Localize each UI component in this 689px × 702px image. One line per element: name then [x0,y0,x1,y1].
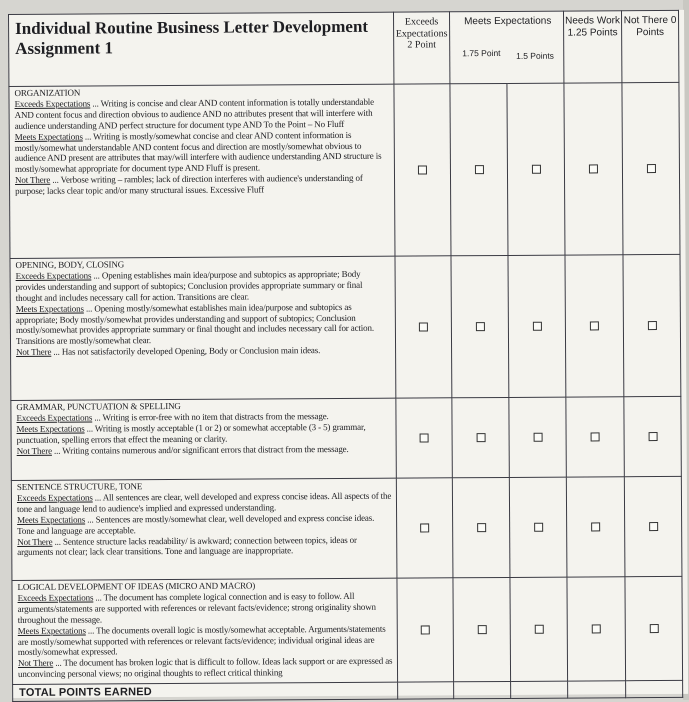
checkbox-meets-high[interactable] [475,322,484,331]
cell-meets-high [450,83,508,255]
not-there-label: Not There [16,445,52,456]
cell-not-there [625,576,683,680]
exceeds-label: Exceeds Expectations [15,270,92,281]
exceeds-text: ... Writing is error-free with no item that distracts from the message. [92,410,329,423]
cell-meets-low [510,577,568,681]
cell-meets-low [507,83,565,255]
meets-text: ... Opening mostly/somewhat establishes main idea/purpose and subtopics as appropriate; Body mostly/somewhat provides understanding and support of subtopics; Conclusion mostly/somewhat provides appropriate summary or final thought and includes necessary call for action. Transitions are mostly/somewhat clear. [15,301,374,347]
criterion-sentence-structure [11,478,397,580]
checkbox-needs[interactable] [592,624,601,633]
criterion-heading: GRAMMAR, PUNCTUATION & SPELLING [16,400,181,412]
checkbox-needs[interactable] [591,522,600,531]
checkbox-exceeds[interactable] [418,165,427,174]
cell-needs [566,477,625,577]
total-needs[interactable] [568,681,626,698]
criterion-heading: SENTENCE STRUCTURE, TONE [16,481,143,492]
cell-needs [566,397,624,477]
checkbox-meets-high[interactable] [474,165,483,174]
criterion-organization [9,84,395,258]
not-there-text: ... Sentence structure lacks readability/ is awkward; connection between topics, ideas or arguments not clear; lack clear transitions. Tone and language are inappropriate. [17,534,357,558]
not-there-label: Not There [17,536,53,547]
criterion-grammar [11,398,396,480]
criterion-opening-body-closing [10,256,396,400]
checkbox-not-there[interactable] [649,624,658,633]
checkbox-meets-high[interactable] [476,433,485,442]
meets-text: ... Writing is mostly acceptable (1 or 2) or somewhat acceptable (3 - 5) grammar, punctuation, spelling errors that effect the meaning or clarity. [16,421,366,445]
not-there-label: Not There [17,658,54,669]
checkbox-meets-low[interactable] [532,321,541,330]
exceeds-text: ... All sentences are clear, well developed and express concise ideas. All aspects of the tone and language lend to audience's implied and expressed understanding. [16,490,392,514]
cell-not-there [623,254,681,396]
checkbox-meets-low[interactable] [534,522,543,531]
cell-exceeds [394,84,451,256]
checkbox-not-there[interactable] [648,432,657,441]
col-meets-high: 1.75 Point [462,47,501,58]
criterion-row [10,254,681,400]
criterion-row [11,476,682,580]
col-not-there: Not There 0 Points [621,10,678,82]
exceeds-text: ... Writing is concise and clear AND content information is totally understandable AND content focus and direction obvious to audience AND no attributes present that will interfere with audience understanding AND perfect structure for document type AND To the Point – No Fluff [14,96,375,131]
meets-label: Meets Expectations [17,625,86,636]
total-not-there[interactable] [626,680,683,697]
header-row [9,10,679,86]
criterion-heading: ORGANIZATION [14,87,81,98]
cell-meets-high [452,477,510,577]
cell-meets-low [508,255,566,397]
cell-meets-high [452,397,509,477]
checkbox-meets-high[interactable] [477,523,486,532]
meets-text: ... Writing is mostly/somewhat concise and clear AND content information is mostly/somewhat understandable AND content focus and direction are mostly/somewhat obvious to audience AND present are attributes that may/will interfere with audience understanding AND structure is mostly/somewhat appropriate for document type AND Fluff is present. [14,129,382,175]
not-there-text: ... The document has broken logic that is difficult to follow. Ideas lack support or are expressed as unconvincing personal views; no original thoughts to reflect critical thinking [18,656,393,680]
checkbox-exceeds[interactable] [420,523,429,532]
total-exceeds[interactable] [398,682,454,699]
checkbox-not-there[interactable] [649,522,658,531]
col-needs: Needs Work 1.25 Points [563,11,621,83]
cell-exceeds [396,478,453,578]
exceeds-label: Exceeds Expectations [14,98,91,109]
col-meets-low-label: 1.5 Points [516,50,554,61]
meets-label: Meets Expectations [15,303,84,314]
cell-not-there [624,396,681,476]
total-row [13,680,683,701]
cell-meets-low [509,477,567,577]
checkbox-exceeds[interactable] [421,625,430,634]
checkbox-needs[interactable] [590,321,599,330]
cell-meets-high [453,577,511,681]
checkbox-exceeds[interactable] [420,433,429,442]
cell-needs [564,83,623,255]
meets-text: ... The documents overall logic is mostly/somewhat acceptable. Arguments/statements are mostly/somewhat supported with references or relevant facts/evidence; individual original ideas are mostly/somewhat expressed. [17,623,386,658]
rubric-sheet [8,10,688,698]
cell-exceeds [396,398,452,478]
checkbox-meets-low[interactable] [534,624,543,633]
not-there-label: Not There [16,346,52,358]
col-meets-label: Meets Expectations [464,15,552,28]
checkbox-not-there[interactable] [646,164,655,173]
total-points-label: TOTAL POINTS EARNED [13,682,398,701]
criterion-logical-development [12,578,398,684]
rubric-table [8,10,683,702]
cell-needs [565,255,624,397]
rubric-title: Individual Routine Business Letter Development Assignment 1 [9,12,394,86]
meets-label: Meets Expectations [14,131,83,142]
exceeds-label: Exceeds Expectations [16,412,93,423]
checkbox-meets-low[interactable] [533,432,542,441]
not-there-label: Not There [14,174,51,186]
checkbox-not-there[interactable] [647,321,656,330]
cell-not-there [622,82,680,254]
criterion-row [9,82,680,258]
criterion-row [12,576,683,684]
cell-meets-high [451,255,509,397]
meets-label: Meets Expectations [17,514,86,525]
checkbox-needs[interactable] [591,432,600,441]
meets-text: ... Sentences are mostly/somewhat clear, well developed and express concise ideas. Tone and language are acceptable. [17,512,375,536]
checkbox-exceeds[interactable] [419,322,428,331]
cell-meets-low [509,397,566,477]
cell-needs [567,577,626,681]
total-meets-high[interactable] [454,681,511,698]
cell-not-there [624,476,682,576]
not-there-text: ... Has not satisfactorily developed Opening, Body or Conclusion main ideas. [51,345,321,357]
criterion-heading: LOGICAL DEVELOPMENT OF IDEAS (MICRO AND MACRO) [17,580,256,592]
meets-label: Meets Expectations [16,423,85,434]
cell-exceeds [397,578,454,682]
criterion-row [11,396,681,480]
exceeds-label: Exceeds Expectations [16,492,93,503]
col-exceeds: Exceeds Expectations 2 Point [393,12,449,84]
exceeds-text: ... The document has complete logical connection and is easy to follow. All arguments/statements are supported with references or relevant facts/evidence; strong originality shown throughout the message. [17,590,376,625]
criterion-heading: OPENING, BODY, CLOSING [15,259,125,270]
checkbox-needs[interactable] [589,164,598,173]
total-meets-low[interactable] [511,681,568,698]
checkbox-meets-low[interactable] [531,164,540,173]
exceeds-label: Exceeds Expectations [17,592,94,603]
exceeds-text: ... Opening establishes main idea/purpose and subtopics as appropriate; Body provides understanding and support of subtopics; Conclusion provides appropriate summary or final thought and includes necessary call for action. Transitions are clear. [15,268,363,303]
not-there-text: ... Verbose writing – rambles; lack of direction interferes with audience's understanding of purpose; lacks clear topic and/or many structural issues. Excessive Fluff [15,173,363,197]
checkbox-meets-high[interactable] [477,625,486,634]
cell-exceeds [395,256,452,398]
not-there-text: ... Writing contains numerous and/or significant errors that distract from the message. [51,443,349,456]
